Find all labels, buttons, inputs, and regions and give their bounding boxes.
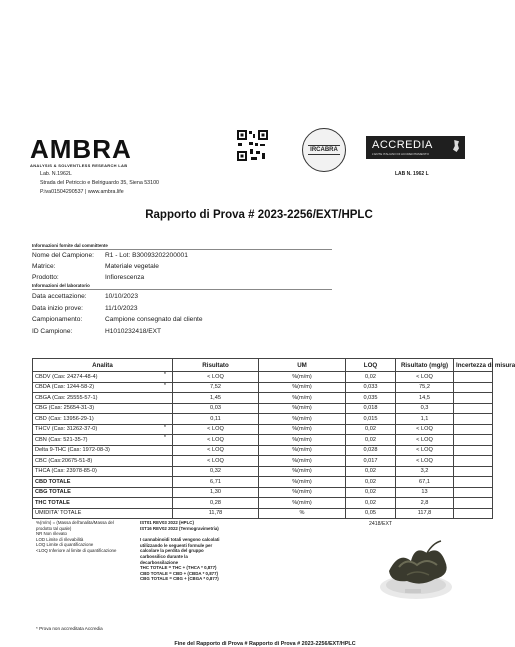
cell-inc: [454, 393, 493, 404]
cell-um: %(m/m): [259, 498, 346, 509]
cell-risultato: 0,32: [173, 466, 259, 477]
info-label: Nome del Campione:: [32, 252, 94, 259]
cell-mg: 14,5: [396, 393, 454, 404]
report-title: Rapporto di Prova # 2023-2256/EXT/HPLC: [145, 209, 373, 221]
ircabra-seal: [302, 128, 346, 172]
info-row: [32, 251, 332, 260]
calc-note-line: carbossilico durante la: [140, 553, 188, 559]
cell-mg: 1,1: [396, 414, 454, 425]
table-row: [33, 466, 493, 477]
analyte-name: Delta 9-THC (Cas: 1972-08-3): [35, 447, 110, 454]
cell-inc: [454, 508, 493, 519]
col-header-mg: Risultato (mg/g): [396, 359, 454, 372]
address-line: Strada del Petriccio e Belriguardo 35, Siena 53100: [40, 180, 159, 186]
cell-inc: [454, 466, 493, 477]
divider: [32, 289, 332, 290]
table-row: [33, 424, 493, 435]
cell-risultato: < LOQ: [173, 456, 259, 467]
cell-loq: 0,02: [346, 498, 396, 509]
col-header-loq: LOQ: [346, 359, 396, 372]
note-line: NR Non rilevato: [36, 531, 67, 537]
info-value: 10/10/2023: [105, 293, 139, 300]
note-line: <LOQ Inferiore al limite di quantificazione: [36, 547, 117, 553]
col-header-risultato: Risultato: [173, 359, 259, 372]
info-row: [32, 304, 332, 313]
cell-analita: [33, 466, 173, 477]
cell-analita: [33, 435, 173, 446]
cell-analita: [33, 372, 173, 383]
table-row: [33, 393, 493, 404]
cell-risultato: 0,03: [173, 403, 259, 414]
cell-loq: 0,015: [346, 414, 396, 425]
non-accredited-marker: *: [163, 424, 166, 431]
info-value: Materiale vegetale: [105, 263, 159, 270]
results-table: [32, 358, 515, 519]
cell-risultato: < LOQ: [173, 445, 259, 456]
table-row: [33, 382, 493, 393]
calc-note-line: CBD TOTALE = CBD + (CBDA * 0,877): [140, 570, 218, 576]
info-value: H1010232418/EXT: [105, 327, 162, 335]
cell-loq: 0,02: [346, 477, 396, 488]
cell-loq: 0,018: [346, 403, 396, 414]
cell-mg: 13: [396, 487, 454, 498]
table-row: [33, 403, 493, 414]
cell-mg: 2,8: [396, 498, 454, 509]
divider: [32, 249, 332, 250]
cell-risultato: 11,78: [173, 508, 259, 519]
analyte-name: CBDA (Cas: 1244-58-2): [35, 384, 95, 391]
qr-code-icon: [236, 129, 269, 162]
cell-risultato: 0,28: [173, 498, 259, 509]
note-line: LOD Limite di rilevabilità: [36, 536, 84, 542]
table-row: [33, 414, 493, 425]
note-line: LOQ Limite di quantificazione: [36, 542, 94, 548]
cell-loq: 0,017: [346, 456, 396, 467]
cell-inc: [454, 403, 493, 414]
lab-section-heading: Informazioni del laboratorio: [32, 283, 90, 288]
info-label: Prodotto:: [32, 274, 59, 281]
seal-label: IRCABRA: [310, 147, 338, 153]
cell-loq: 0,035: [346, 393, 396, 404]
sample-photo-label: 2418/EXT: [369, 521, 393, 527]
lab-number-line: Lab. N.1962L: [40, 171, 72, 177]
calc-note-line: I cannabinoidi totali vengono calcolati: [140, 537, 220, 543]
cell-risultato: < LOQ: [173, 372, 259, 383]
cell-risultato: < LOQ: [173, 424, 259, 435]
cell-mg: < LOQ: [396, 372, 454, 383]
cell-mg: 67,1: [396, 477, 454, 488]
table-row: [33, 435, 493, 446]
cell-loq: 0,02: [346, 372, 396, 383]
cell-analita: [33, 487, 173, 498]
info-label: Campionamento:: [32, 316, 83, 323]
cell-analita: [33, 424, 173, 435]
vat-web-line: P.iva01504290537 | www.ambra.life: [40, 189, 124, 195]
info-row: [32, 262, 332, 271]
info-row: [32, 273, 332, 282]
analyte-name: CBD (Cas: 13956-29-1): [35, 415, 94, 422]
analyte-name: CBG TOTALE: [35, 489, 71, 496]
analyte-name: CBD TOTALE: [35, 478, 71, 485]
cell-um: %(m/m): [259, 393, 346, 404]
accredia-lab-number: LAB N. 1962 L: [395, 171, 429, 177]
cell-inc: [454, 435, 493, 446]
cell-risultato: 7,52: [173, 382, 259, 393]
cell-um: %(m/m): [259, 487, 346, 498]
info-value: 11/10/2023: [105, 304, 138, 312]
accreditation-note: * Prova non accreditata Accredia: [36, 626, 103, 631]
cell-um: %(m/m): [259, 403, 346, 414]
accredia-subtitle: L'ENTE ITALIANO DI ACCREDITAMENTO: [372, 152, 429, 156]
cell-analita: [33, 403, 173, 414]
logo-tagline: ANALYSIS & SOLVENTLESS RESEARCH LAB: [30, 163, 128, 168]
cell-inc: [454, 456, 493, 467]
method-line: IST16 REV02 2022 (Termogravimetria): [140, 525, 219, 531]
analyte-name: CBG (Cas: 25654-31-3): [35, 405, 95, 412]
table-row: [33, 487, 493, 498]
non-accredited-marker: *: [163, 382, 166, 389]
cell-um: %(m/m): [259, 456, 346, 467]
analyte-name: THC TOTALE: [35, 499, 70, 506]
cell-inc: [454, 477, 493, 488]
cell-analita: [33, 477, 173, 488]
lab-address: [40, 170, 159, 197]
cell-risultato: 1,45: [173, 393, 259, 404]
cell-analita: [33, 382, 173, 393]
method-line: IST01 REV03 2022 (HPLC): [140, 520, 194, 525]
cell-loq: 0,05: [346, 508, 396, 519]
cell-analita: [33, 508, 173, 519]
info-label: Data accettazione:: [32, 293, 87, 300]
calc-note-line: utilizzando le seguenti formule per: [140, 542, 213, 548]
non-accredited-marker: *: [163, 435, 166, 441]
client-section-heading: Informazioni fornite dal committente: [32, 243, 108, 248]
cell-loq: 0,02: [346, 487, 396, 498]
sample-photo: [377, 531, 455, 601]
cell-risultato: 0,11: [173, 414, 259, 425]
cell-mg: < LOQ: [396, 424, 454, 435]
cell-analita: [33, 393, 173, 404]
col-header-um: UM: [259, 359, 346, 372]
info-row: [32, 292, 332, 301]
note-line: prodotto tal quale): [36, 525, 72, 531]
cell-um: %: [259, 508, 346, 519]
cell-analita: [33, 414, 173, 425]
info-row: [32, 315, 332, 324]
info-value: Infiorescenza: [105, 274, 145, 281]
cell-mg: 117,8: [396, 508, 454, 519]
cell-um: %(m/m): [259, 477, 346, 488]
italy-map-icon: [453, 140, 459, 152]
col-header-incertezza: Incertezza di misura: [454, 359, 493, 372]
cell-um: %(m/m): [259, 372, 346, 383]
cell-mg: 75,2: [396, 382, 454, 393]
table-row: [33, 477, 493, 488]
col-header-analita: Analita: [33, 359, 173, 372]
cell-inc: [454, 498, 493, 509]
cell-loq: 0,028: [346, 445, 396, 456]
analyte-name: UMIDITA' TOTALE: [35, 510, 82, 517]
cell-analita: [33, 445, 173, 456]
cell-risultato: 1,30: [173, 487, 259, 498]
cell-mg: < LOQ: [396, 456, 454, 467]
cell-mg: < LOQ: [396, 435, 454, 446]
cell-analita: [33, 456, 173, 467]
cell-inc: [454, 487, 493, 498]
info-row: [32, 327, 332, 336]
cell-inc: [454, 424, 493, 435]
cell-risultato: 6,71: [173, 477, 259, 488]
calc-note-line: THC TOTALE = THC + (THCA * 0,877): [140, 565, 217, 571]
accredia-name: ACCREDIA: [372, 139, 433, 151]
cell-inc: [454, 445, 493, 456]
logo-wordmark: AMBRA: [30, 134, 132, 164]
cell-um: %(m/m): [259, 435, 346, 446]
cell-mg: 3,2: [396, 466, 454, 477]
non-accredited-marker: *: [163, 372, 166, 378]
cell-um: %(m/m): [259, 466, 346, 477]
report-footer: Fine del Rapporto di Prova # Rapporto di Prova # 2023-2256/EXT/HPLC: [174, 641, 356, 647]
cell-mg: 0,3: [396, 403, 454, 414]
cell-inc: [454, 372, 493, 383]
method-notes: [140, 520, 280, 582]
calc-note-line: calcolare la perdita del gruppo: [140, 548, 204, 554]
table-row: [33, 445, 493, 456]
cell-um: %(m/m): [259, 424, 346, 435]
table-row: [33, 508, 493, 519]
cell-um: %(m/m): [259, 414, 346, 425]
ambra-logo: [30, 136, 132, 168]
cell-loq: 0,02: [346, 435, 396, 446]
info-label: Data inizio prove:: [32, 304, 83, 312]
analyte-name: CBN (Cas: 521-35-7): [35, 436, 88, 443]
cell-loq: 0,02: [346, 466, 396, 477]
analyte-name: THCA (Cas: 23978-85-0): [35, 468, 97, 475]
accredia-logo: [366, 136, 465, 159]
analyte-name: CBGA (Cas: 25555-57-1): [35, 394, 98, 401]
calc-note-line: CBG TOTALE = CBG + (CBGA * 0,877): [140, 576, 219, 582]
info-label: ID Campione:: [32, 327, 73, 335]
cell-loq: 0,02: [346, 424, 396, 435]
cell-loq: 0,033: [346, 382, 396, 393]
info-value: Campione consegnato dal cliente: [105, 316, 203, 323]
calc-note-line: decarbossilazione: [140, 559, 179, 565]
info-label: Matrice:: [32, 263, 56, 270]
cell-risultato: < LOQ: [173, 435, 259, 446]
table-row: [33, 498, 493, 509]
cell-um: %(m/m): [259, 382, 346, 393]
analyte-name: THCV (Cas: 31262-37-0): [35, 426, 98, 433]
note-line: %(m/m) = (Massa dell'analita/Massa del: [36, 520, 114, 525]
analyte-name: CBDV (Cas: 24274-48-4): [35, 373, 98, 380]
analyte-name: CBC (Cas:20675-51-8): [35, 457, 93, 464]
cell-inc: [454, 382, 493, 393]
info-value: R1 - Lot: B30093202200001: [105, 252, 188, 259]
cell-inc: [454, 414, 493, 425]
table-row: [33, 372, 493, 383]
cell-mg: < LOQ: [396, 445, 454, 456]
legend-notes: [36, 520, 136, 554]
cell-um: %(m/m): [259, 445, 346, 456]
table-header-row: [33, 359, 493, 372]
cell-analita: [33, 498, 173, 509]
table-row: [33, 456, 493, 467]
